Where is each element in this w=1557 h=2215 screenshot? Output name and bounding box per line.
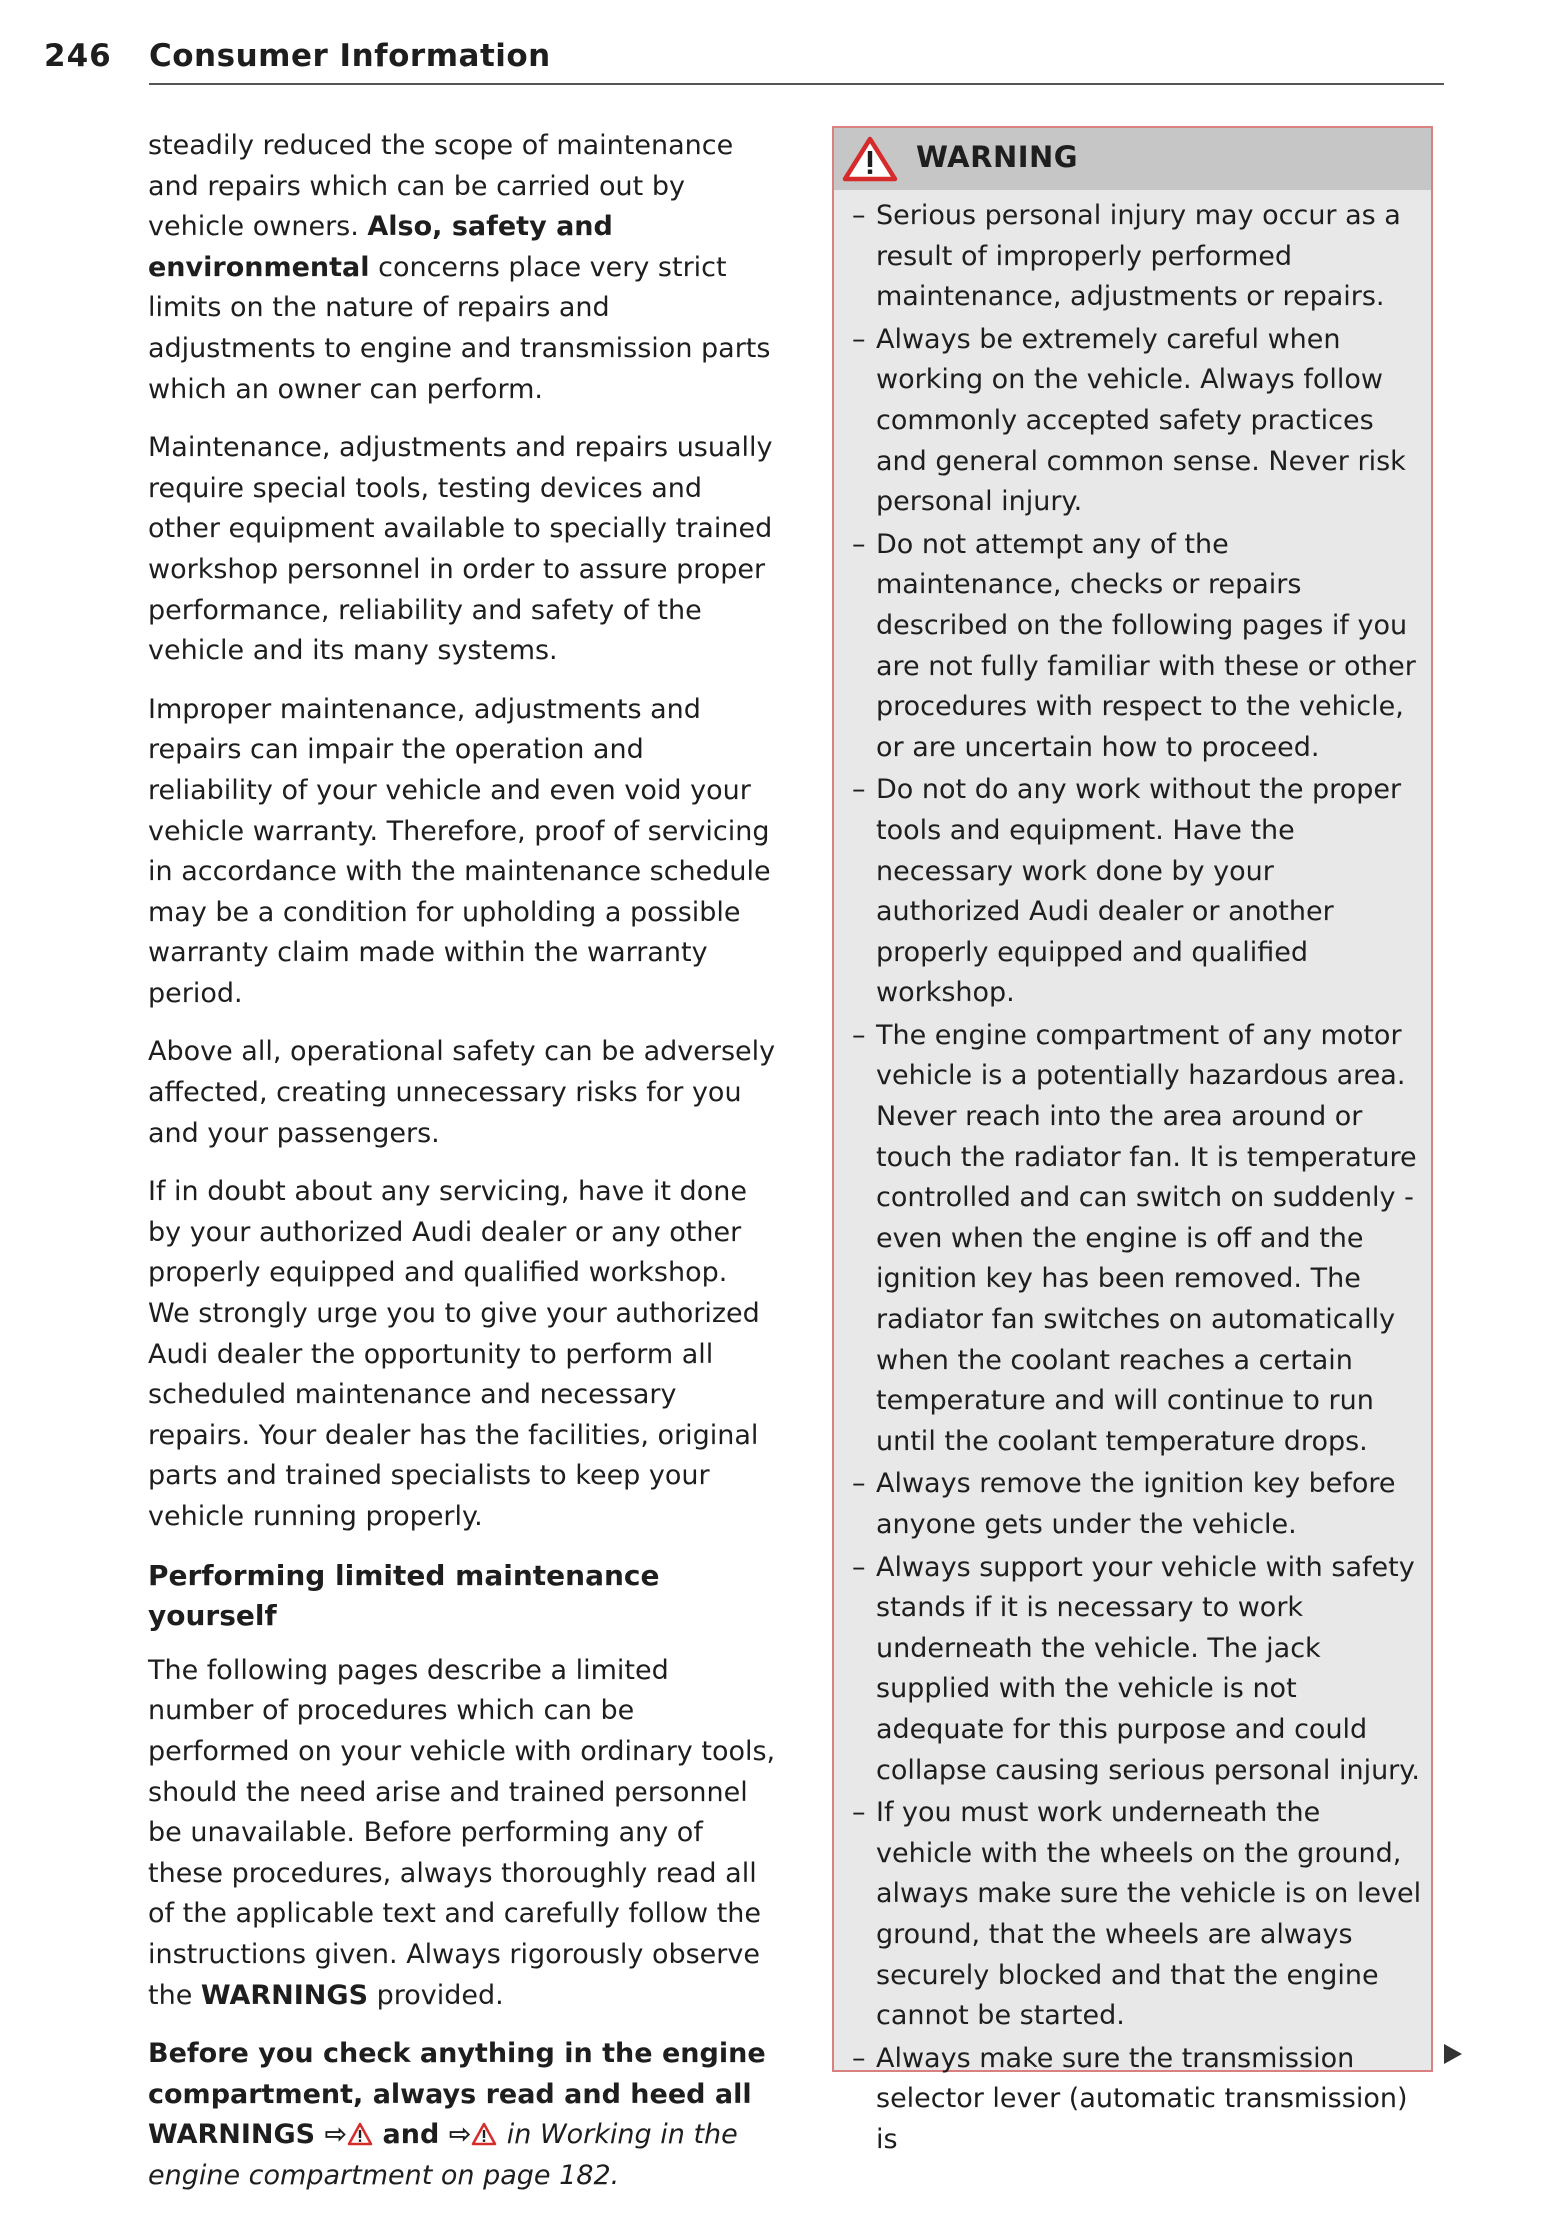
warnings-emphasis: WARNINGS	[200, 1979, 369, 2011]
warning-header	[834, 128, 1431, 190]
cross-reference-link[interactable]	[449, 2119, 498, 2150]
page-number: 246	[44, 38, 112, 74]
warning-item: – Always remove the ignition key before anyone gets under the vehicle.	[852, 1468, 1396, 1540]
paragraph-2: Maintenance, adjustments and repairs usually require special tools, testing devices and other equipment available to specially trained workshop personnel in order to assure proper performance, reliability and safety of the vehicle and its many systems.	[148, 432, 773, 667]
arrow-icon: ⇨	[448, 2119, 472, 2151]
emphasis-text: Also, safety and environmental	[148, 211, 613, 283]
warning-item: – Always be extremely careful when working on the vehicle. Always follow commonly accepted safety practices and general common sense. Never risk personal injury.	[852, 323, 1406, 518]
warning-item: – The engine compartment of any motor vehicle is a potentially hazardous area. Never reach into the area around or touch the radiator fan. It is temperature controlled and can switch on suddenly - even when the engine is off and the ignition key has been removed. The radiator fan switches on automatically when the coolant reaches a certain temperature and will continue to run until the coolant temperature drops.	[852, 1019, 1417, 1457]
paragraph-4: Above all, operational safety can be adversely affected, creating unnecessary risks for you and your passengers.	[148, 1036, 776, 1149]
warning-item: – If you must work underneath the vehicle with the wheels on the ground, always make sure the vehicle is on level ground, that the wheels are always securely blocked and that the engine cannot be started.	[852, 1797, 1422, 2032]
warning-list	[852, 196, 1422, 2163]
subsection-heading: Performing limited maintenance yourself	[148, 1558, 660, 1633]
paragraph-1: steadily reduced the scope of maintenance and repairs which can be carried out by vehicle owners. Also, safety and environmental concerns place very strict limits on the nature of repairs and adjustments to engine and transmission parts which an owner can perform.	[148, 130, 771, 405]
warning-item: – Serious personal injury may occur as a result of improperly performed maintenance, adjustments or repairs.	[852, 200, 1401, 313]
left-column	[148, 126, 776, 2215]
paragraph-3: Improper maintenance, adjustments and repairs can impair the operation and reliability of your vehicle and even void your vehicle warranty. Therefore, proof of servicing in accordance with the maintenance schedule may be a condition for upholding a possible warranty claim made within the warranty period.	[148, 693, 771, 1009]
warning-box	[832, 126, 1433, 2155]
paragraph-6: The following pages describe a limited number of procedures which can be performed on your vehicle with ordinary tools, should the need arise and trained personnel be unavailable. Before performing any of these procedures, always thoroughly read all of the applicable text and carefully follow the instructions given. Always rigorously observe the WARNINGS provided.	[148, 1654, 776, 2011]
section-title: Consumer Information	[149, 38, 551, 74]
page-header	[44, 38, 1444, 86]
continue-arrow-icon	[1442, 2042, 1464, 2066]
paragraph-7: Before you check anything in the engine compartment, always read and heed all WARNINGS ⇨ and ⇨ in Working in the engine compartment on page 182.	[148, 2038, 766, 2191]
warning-item: – Do not do any work without the proper tools and equipment. Have the necessary work done by your authorized Audi dealer or another properly equipped and qualified workshop.	[852, 774, 1402, 1009]
warning-item: – Always support your vehicle with safety stands if it is necessary to work underneath the vehicle. The jack supplied with the vehicle is not adequate for this purpose and could collapse causing serious personal injury.	[852, 1551, 1420, 1786]
paragraph-5: If in doubt about any servicing, have it done by your authorized Audi dealer or any other properly equipped and qualified workshop. We strongly urge you to give your authorized Audi dealer the opportunity to perform all scheduled maintenance and necessary repairs. Your dealer has the facilities, original parts and trained specialists to keep your vehicle running properly.	[148, 1176, 760, 1532]
warning-triangle-icon	[471, 2122, 497, 2146]
warning-item: – Always make sure the transmission selector lever (automatic transmission) is	[852, 2042, 1408, 2155]
warning-item: – Do not attempt any of the maintenance, checks or repairs described on the following pages if you are not fully familiar with these or other procedures with respect to the vehicle, or are uncertain how to proceed.	[852, 528, 1416, 763]
cross-reference-link[interactable]	[325, 2119, 374, 2150]
cross-reference-text: in Working in the engine compartment on page 182	[148, 2119, 738, 2191]
warning-triangle-icon	[842, 136, 898, 182]
arrow-icon: ⇨	[324, 2119, 348, 2151]
warning-title: WARNING	[916, 140, 1079, 174]
warning-triangle-icon	[347, 2122, 373, 2146]
header-rule	[149, 83, 1444, 85]
